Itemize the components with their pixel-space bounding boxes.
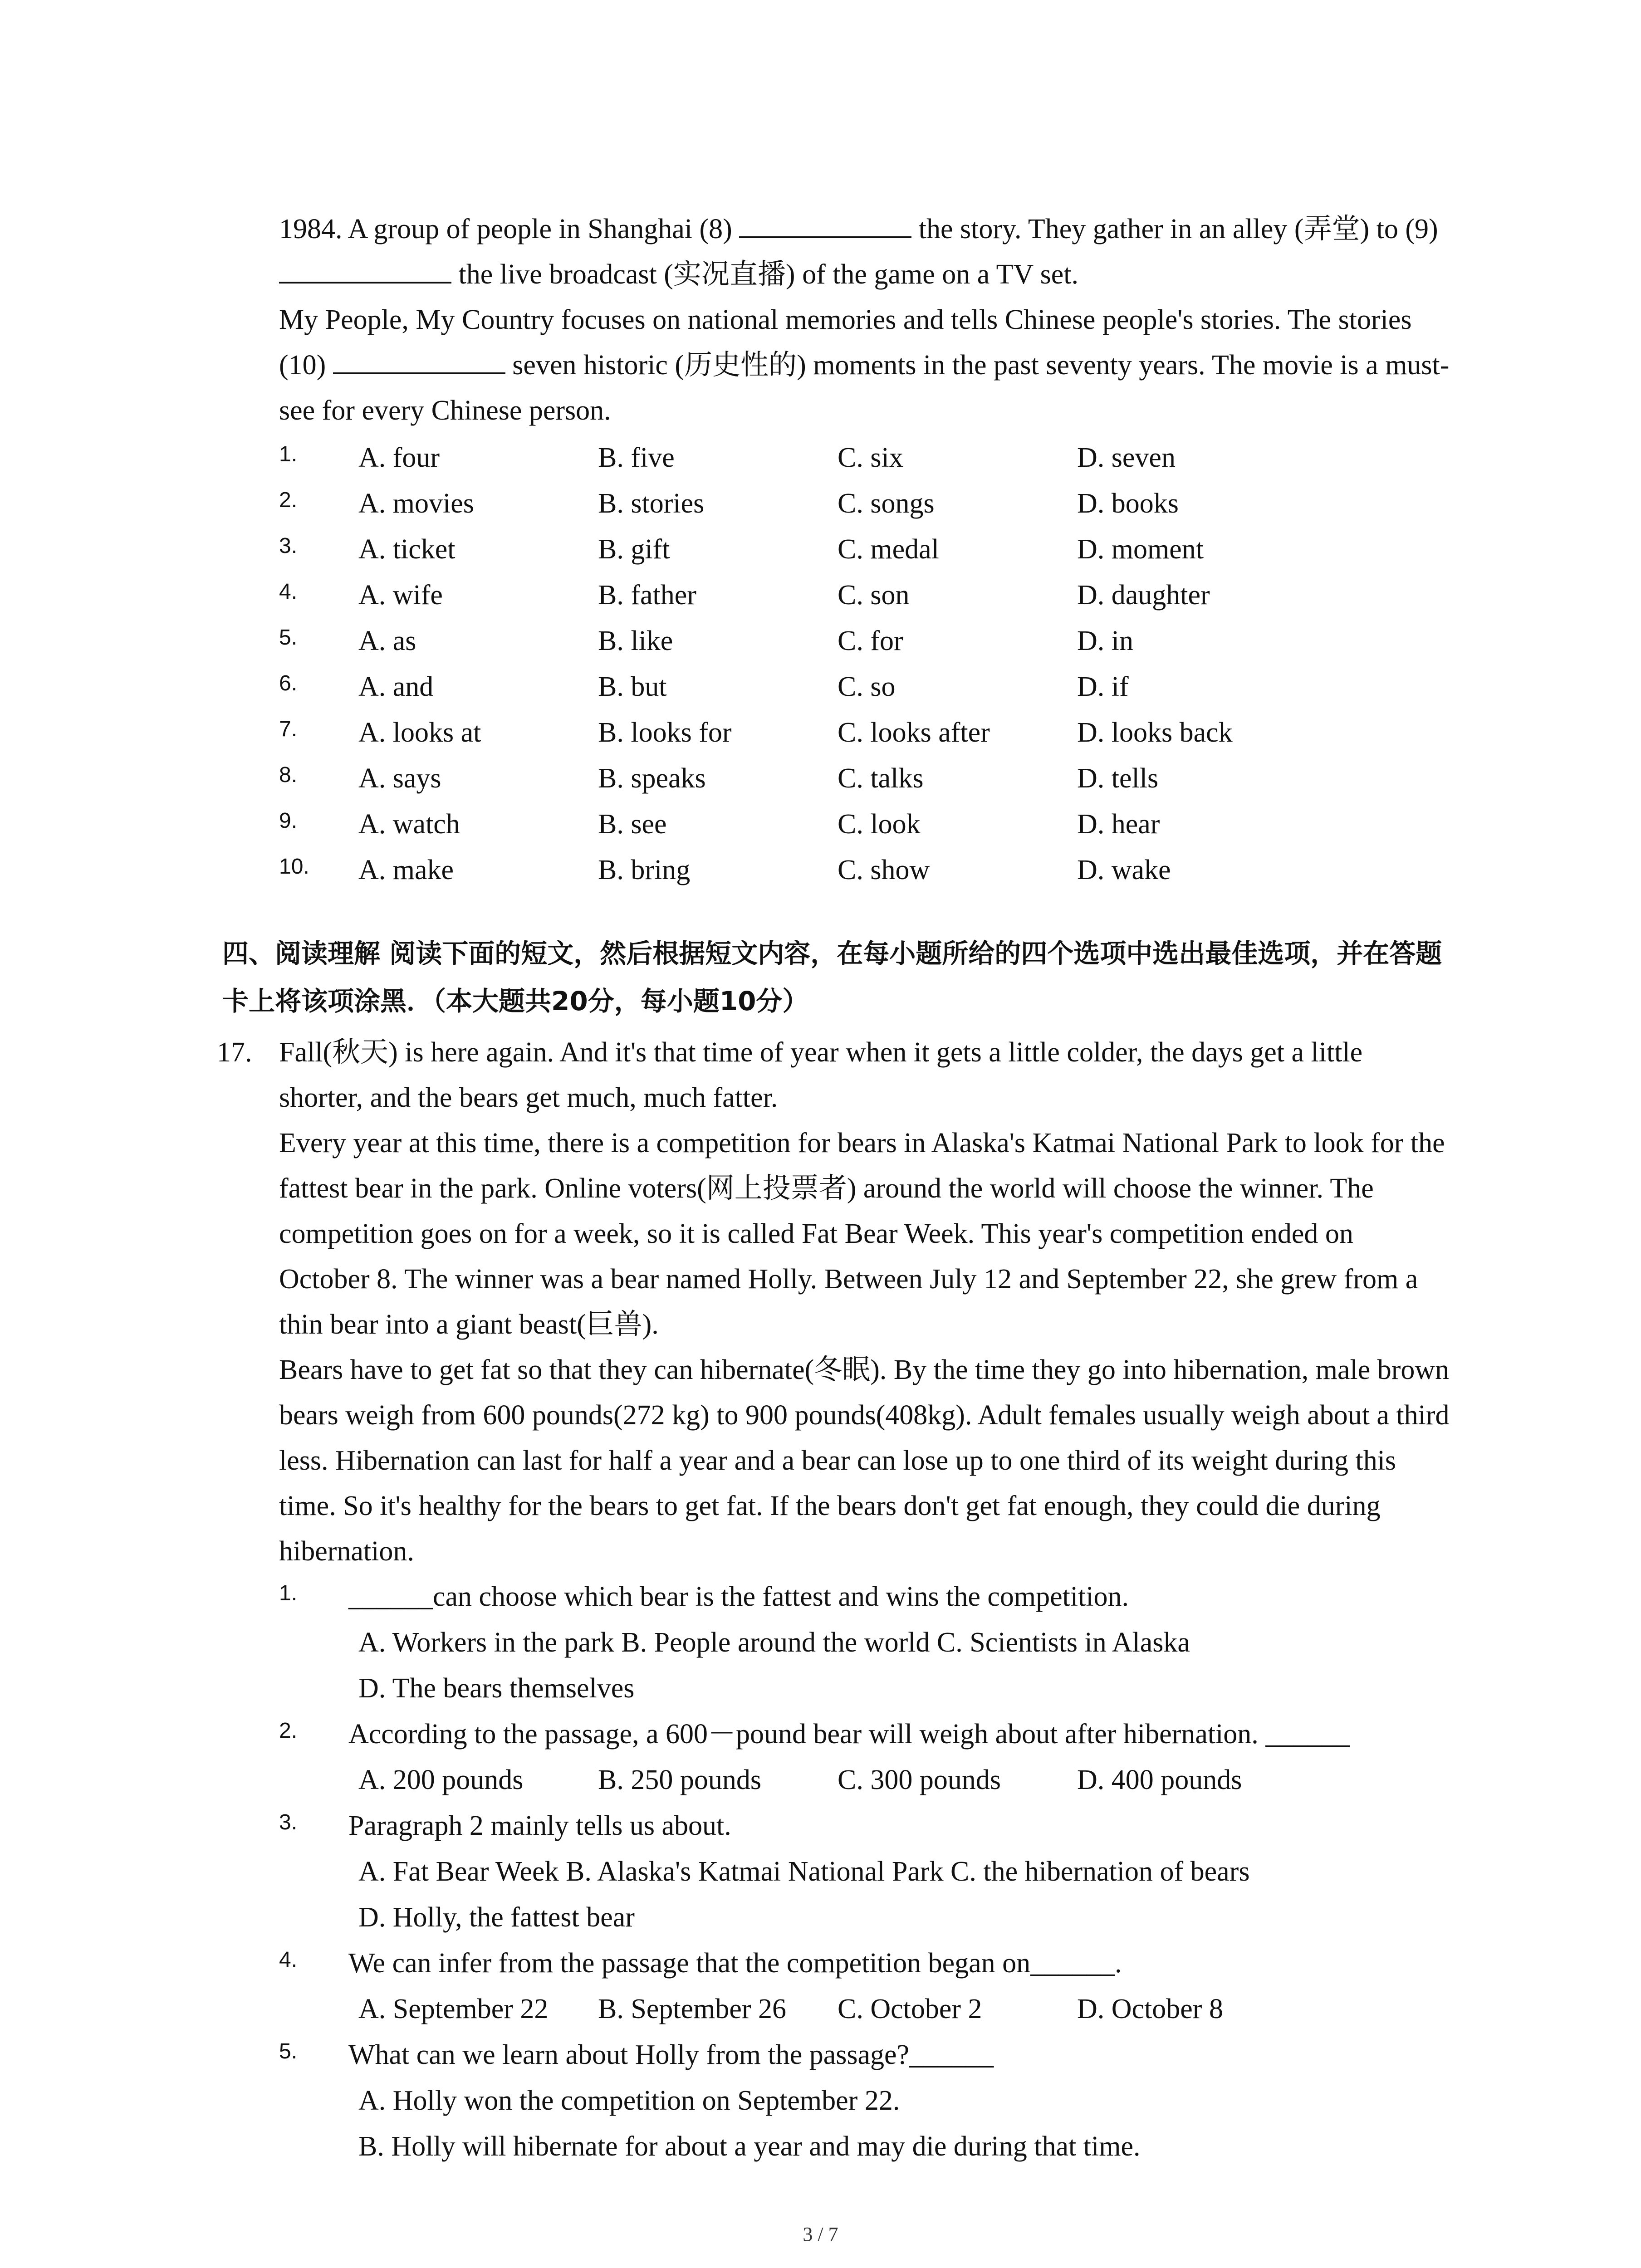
page-number: 3 / 7 <box>803 2223 838 2245</box>
option-row-5: 5. A. as B. like C. for D. in <box>279 626 1133 656</box>
choice-line: A. Holly won the competition on September 22. <box>358 2085 900 2116</box>
option-row-7: 7. A. looks at B. looks for C. looks after D. looks back <box>279 717 1233 748</box>
choice-line: A. Workers in the park B. People around the world C. Scientists in Alaska <box>358 1627 1190 1658</box>
question-stem: Paragraph 2 mainly tells us about. <box>348 1810 731 1841</box>
choice-line <box>358 1986 1451 2032</box>
sub-question-4: 4. We can infer from the passage that the competition began on______. A. September 22 B. September 26 C. October 2 D. October 8 <box>279 1941 1451 2032</box>
choice-c: C. October 2 <box>838 1994 982 2024</box>
option-row-10: 10. A. make B. bring C. show D. wake <box>279 855 1171 885</box>
question-stem: ______can choose which bear is the fattest and wins the competition. <box>348 1581 1129 1612</box>
answer-blank-9 <box>279 254 451 284</box>
reading-paragraph-1: Fall(秋天) is here again. And it's that time of year when it gets a little colder, the days get a little shorter, and the bears get much, much fatter. <box>279 1037 1363 1113</box>
choice-line: D. Holly, the fattest bear <box>358 1902 635 1933</box>
passage-paragraph-1: 1984. A group of people in Shanghai (8) the story. They gather in an alley (弄堂) to (9) the live broadcast (实况直播) of the game on a TV set. <box>279 206 1450 297</box>
choice-a: A. 200 pounds <box>358 1765 524 1795</box>
reading-paragraph-2: Every year at this time, there is a competition for bears in Alaska's Katmai National Park to look for the fattest bear in the park. Online voters(网上投票者) around the world will choose the winner. The competition goes on for a week, so it is called Fat Bear Week. This year's competition ended on October 8. The winner was a bear named Holly. Between July 12 and September 22, she grew from a thin bear into a giant beast(巨兽). <box>279 1128 1445 1340</box>
question-stem: What can we learn about Holly from the passage?______ <box>348 2039 994 2070</box>
sub-question-5: 5. What can we learn about Holly from the passage?______ A. Holly won the competition on September 22. B. Holly will hibernate for about a year and may die during that time. <box>279 2032 1451 2170</box>
reading-paragraph-3: Bears have to get fat so that they can hibernate(冬眠). By the time they go into hibernation, male brown bears weigh from 600 pounds(272 kg) to 900 pounds(408kg). Adult females usually weigh about a third less. Hibernation can last for half a year and a bear can lose up to one third of its weight during this time. So it's healthy for the bears to get fat. If the bears don't get fat enough, they could die during hibernation. <box>279 1354 1450 1567</box>
choice-d: D. 400 pounds <box>1077 1765 1242 1795</box>
option-row-3: 3. A. ticket B. gift C. medal D. moment <box>279 534 1204 565</box>
choice-line: A. Fat Bear Week B. Alaska's Katmai National Park C. the hibernation of bears <box>358 1856 1250 1887</box>
sub-question-3: 3. Paragraph 2 mainly tells us about. A. Fat Bear Week B. Alaska's Katmai National Park C. the hibernation of bears D. Holly, the fattest bear <box>279 1803 1451 1941</box>
sub-question-2: 2. According to the passage, a 600－pound bear will weigh about after hibernation. ______ A. 200 pounds B. 250 pounds C. 300 pounds D. 400 pounds <box>279 1711 1451 1803</box>
choice-a: A. September 22 <box>358 1994 549 2024</box>
choice-d: D. October 8 <box>1077 1994 1223 2024</box>
section-heading: 四、阅读理解 阅读下面的短文，然后根据短文内容，在每小题所给的四个选项中选出最佳选项，并在答题卡上将该项涂黑．（本大题共20分，每小题10分） <box>222 938 1442 1017</box>
option-row-1: 1. A. four B. five C. six D. seven <box>279 442 1176 473</box>
question-number: 17. <box>217 1037 252 1068</box>
option-row-2: 2. A. movies B. stories C. songs D. books <box>279 488 1179 519</box>
option-row-9: 9. A. watch B. see C. look D. hear <box>279 809 1160 840</box>
choice-line: B. Holly will hibernate for about a year and may die during that time. <box>358 2131 1141 2162</box>
answer-blank-8 <box>739 208 911 238</box>
answer-blank-10 <box>333 344 505 374</box>
cloze-passage <box>279 206 1450 893</box>
option-row-4: 4. A. wife B. father C. son D. daughter <box>279 580 1210 611</box>
question-stem: We can infer from the passage that the competition began on______. <box>348 1948 1122 1979</box>
option-row-6: 6. A. and B. but C. so D. if <box>279 671 1129 702</box>
choice-b: B. September 26 <box>598 1994 786 2024</box>
passage-paragraph-2: My People, My Country focuses on national memories and tells Chinese people's stories. The stories (10) seven historic (历史性的) moments in the past seventy years. The movie is a must-see for every Chinese person. <box>279 304 1450 426</box>
choice-line <box>358 1757 1451 1803</box>
reading-question-17 <box>217 1030 1451 2170</box>
question-stem: According to the passage, a 600－pound bear will weigh about after hibernation. ______ <box>348 1719 1350 1750</box>
choice-line: D. The bears themselves <box>358 1673 635 1704</box>
choice-b: B. 250 pounds <box>598 1765 761 1795</box>
reading-passage <box>279 1030 1451 1574</box>
cloze-options <box>279 435 1450 893</box>
sub-question-1: 1. ______can choose which bear is the fattest and wins the competition. A. Workers in the park B. People around the world C. Scientists in Alaska D. The bears themselves <box>279 1574 1451 1711</box>
option-row-8: 8. A. says B. speaks C. talks D. tells <box>279 763 1159 794</box>
choice-c: C. 300 pounds <box>838 1765 1001 1795</box>
